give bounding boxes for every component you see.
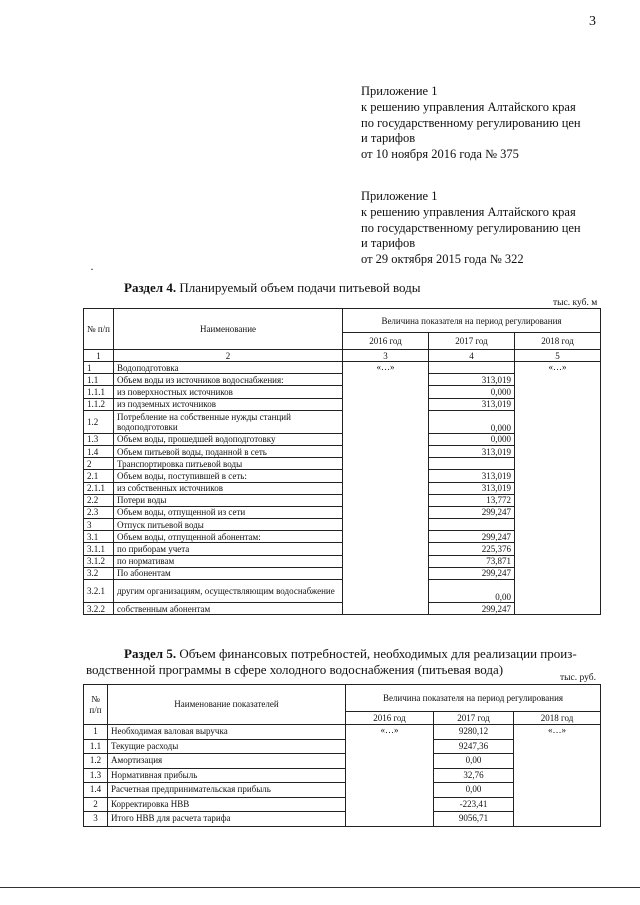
row-name: Нормативная прибыль — [108, 768, 346, 783]
row-num: 1.3 — [84, 768, 108, 783]
header-num: № п/п — [84, 309, 114, 350]
scan-speck: · — [90, 262, 94, 276]
value-2017 — [429, 362, 515, 374]
row-name: По абонентам — [114, 567, 343, 579]
section4-title-bold: Раздел 4. — [124, 280, 177, 295]
appendix-line: от 29 октября 2015 года № 322 — [361, 252, 524, 267]
value-2017: 0,000 — [429, 410, 515, 433]
row-name: Объем воды, отпущенной из сети — [114, 506, 343, 518]
header-period: Величина показателя на период регулирования — [343, 309, 601, 333]
appendix-line: Приложение 1 — [361, 189, 438, 203]
header-name: Наименование — [114, 309, 343, 350]
appendix-line: по государственному регулированию цен — [361, 115, 581, 130]
row-num: 2.1.1 — [84, 482, 114, 494]
row-name: собственным абонентам — [114, 603, 343, 615]
row-name: Корректировка НВВ — [108, 797, 346, 812]
header-2018: 2018 год — [515, 333, 601, 350]
row-name: Потребление на собственные нужды станций водоподготовки — [114, 410, 343, 433]
value-2018-placeholder: «…» — [514, 725, 601, 827]
row-name: Необходимая валовая выручка — [108, 725, 346, 740]
row-num: 2.1 — [84, 470, 114, 482]
appendix-block-previous — [361, 189, 581, 268]
row-num: 3.2 — [84, 567, 114, 579]
header-period: Величина показателя на период регулирования — [346, 685, 601, 712]
row-num: 3 — [84, 812, 108, 827]
value-2016-placeholder: «…» — [346, 725, 434, 827]
section4-table — [83, 308, 601, 615]
header-2016: 2016 год — [343, 333, 429, 350]
value-2017: 13,772 — [429, 494, 515, 506]
value-2018-placeholder: «…» — [515, 362, 601, 615]
header-num: № п/п — [84, 685, 108, 725]
value-2017: 32,76 — [434, 768, 514, 783]
section4-title — [124, 280, 421, 296]
header-2018: 2018 год — [514, 712, 601, 725]
row-num: 1.1.2 — [84, 398, 114, 410]
value-2017: 9056,71 — [434, 812, 514, 827]
value-2017: 73,871 — [429, 555, 515, 567]
section5-unit: тыс. руб. — [560, 673, 596, 683]
row-name: Амортизация — [108, 754, 346, 769]
appendix-line: от 10 ноября 2016 года № 375 — [361, 147, 519, 162]
row-name: другим организациям, осуществляющим водоснабжение — [114, 580, 343, 603]
row-name: Объем воды, поступившей в сеть: — [114, 470, 343, 482]
value-2016-placeholder: «…» — [343, 362, 429, 615]
value-2017: 313,019 — [429, 482, 515, 494]
column-number: 5 — [515, 350, 601, 362]
section5-title-text: Объем финансовых потребностей, необходимых для реализации произ- — [176, 646, 577, 661]
row-name: по приборам учета — [114, 543, 343, 555]
section4-unit: тыс. куб. м — [553, 298, 598, 308]
appendix-line: к решению управления Алтайского края — [361, 99, 576, 114]
row-num: 1.2 — [84, 754, 108, 769]
page-number: 3 — [589, 14, 596, 29]
row-name: Текущие расходы — [108, 739, 346, 754]
row-name: из собственных источников — [114, 482, 343, 494]
row-num: 1.1 — [84, 739, 108, 754]
row-num: 1.1.1 — [84, 386, 114, 398]
column-number: 3 — [343, 350, 429, 362]
appendix-block-current — [361, 84, 581, 163]
appendix-line: к решению управления Алтайского края — [361, 204, 576, 219]
section5-title — [124, 646, 577, 662]
row-name: Объем воды из источников водоснабжения: — [114, 374, 343, 386]
header-2017: 2017 год — [434, 712, 514, 725]
section4-title-text: Планируемый объем подачи питьевой воды — [176, 280, 421, 295]
section5-title-line2: водственной программы в сфере холодного водоснабжения (питьевая вода) — [86, 662, 504, 677]
row-num: 1.3 — [84, 433, 114, 445]
value-2017: 0,00 — [429, 580, 515, 603]
value-2017: 313,019 — [429, 470, 515, 482]
row-num: 2 — [84, 797, 108, 812]
row-num: 1 — [84, 725, 108, 740]
appendix-line: по государственному регулированию цен — [361, 220, 581, 235]
value-2017: 313,019 — [429, 445, 515, 457]
value-2017: 0,000 — [429, 386, 515, 398]
scan-edge-line — [0, 887, 640, 888]
row-num: 3.1.2 — [84, 555, 114, 567]
column-number: 4 — [429, 350, 515, 362]
value-2017: 299,247 — [429, 567, 515, 579]
row-name: из подземных источников — [114, 398, 343, 410]
value-2017 — [429, 519, 515, 531]
row-num: 3.2.1 — [84, 580, 114, 603]
header-name: Наименование показателей — [108, 685, 346, 725]
row-num: 3.2.2 — [84, 603, 114, 615]
value-2017: 313,019 — [429, 398, 515, 410]
value-2017: 225,376 — [429, 543, 515, 555]
value-2017: 299,247 — [429, 531, 515, 543]
section5-table — [83, 684, 601, 827]
value-2017: -223,41 — [434, 797, 514, 812]
row-num: 1.4 — [84, 445, 114, 457]
row-name: Итого НВВ для расчета тарифа — [108, 812, 346, 827]
section5-title-bold: Раздел 5. — [124, 646, 177, 661]
row-name: Расчетная предпринимательская прибыль — [108, 783, 346, 798]
row-num: 3.1.1 — [84, 543, 114, 555]
row-name: Транспортировка питьевой воды — [114, 458, 343, 470]
row-name: по нормативам — [114, 555, 343, 567]
row-num: 2.3 — [84, 506, 114, 518]
value-2017: 9280,12 — [434, 725, 514, 740]
row-name: Объем воды, прошедшей водоподготовку — [114, 433, 343, 445]
row-num: 2 — [84, 458, 114, 470]
row-num: 2.2 — [84, 494, 114, 506]
value-2017: 0,000 — [429, 433, 515, 445]
row-num: 1.1 — [84, 374, 114, 386]
row-name: Отпуск питьевой воды — [114, 519, 343, 531]
row-num: 1.2 — [84, 410, 114, 433]
row-name: из поверхностных источников — [114, 386, 343, 398]
row-name: Водоподготовка — [114, 362, 343, 374]
header-2016: 2016 год — [346, 712, 434, 725]
row-num: 1.4 — [84, 783, 108, 798]
value-2017: 9247,36 — [434, 739, 514, 754]
appendix-line: и тарифов — [361, 236, 416, 251]
row-name: Объем питьевой воды, поданной в сеть — [114, 445, 343, 457]
row-num: 3 — [84, 519, 114, 531]
row-name: Потери воды — [114, 494, 343, 506]
row-num: 1 — [84, 362, 114, 374]
table-row — [84, 362, 601, 374]
table-row — [84, 725, 601, 740]
appendix-line: Приложение 1 — [361, 84, 438, 98]
value-2017: 0,00 — [434, 754, 514, 769]
value-2017: 0,00 — [434, 783, 514, 798]
value-2017: 313,019 — [429, 374, 515, 386]
value-2017: 299,247 — [429, 506, 515, 518]
value-2017 — [429, 458, 515, 470]
column-number: 2 — [114, 350, 343, 362]
row-name: Объем воды, отпущенной абонентам: — [114, 531, 343, 543]
value-2017: 299,247 — [429, 603, 515, 615]
appendix-line: и тарифов — [361, 131, 416, 146]
column-number: 1 — [84, 350, 114, 362]
header-2017: 2017 год — [429, 333, 515, 350]
row-num: 3.1 — [84, 531, 114, 543]
